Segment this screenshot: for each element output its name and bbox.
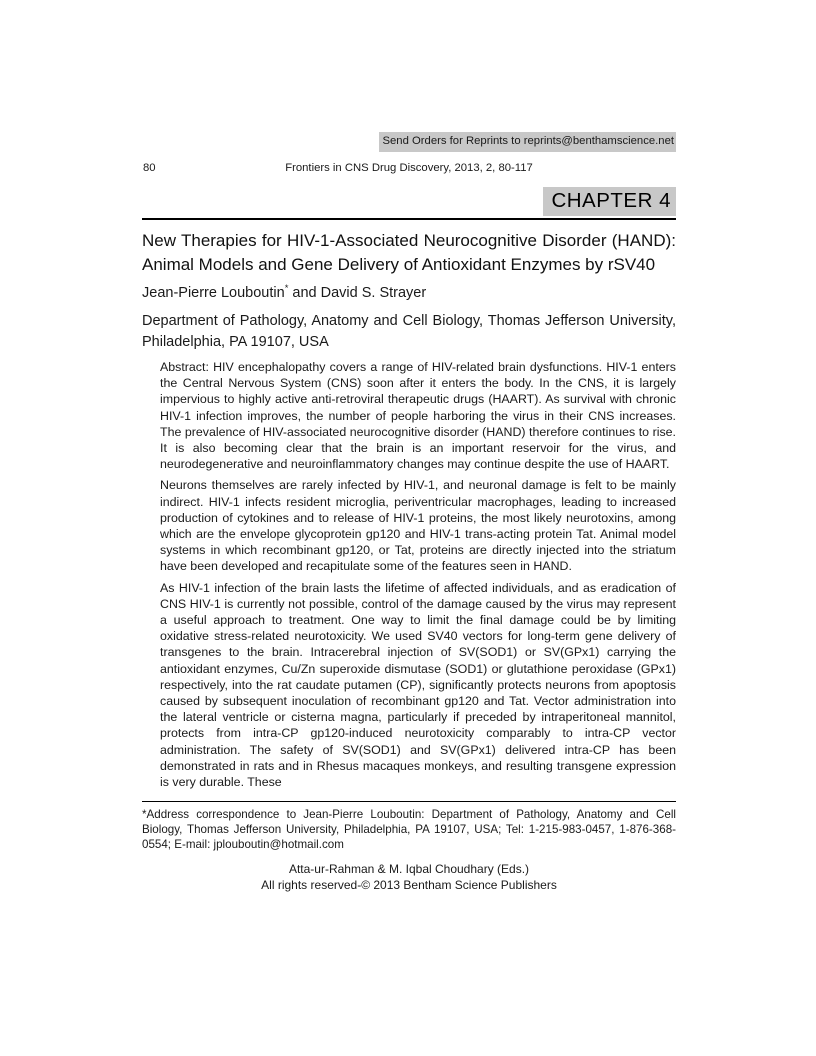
- copyright-line: All rights reserved-© 2013 Bentham Science Publishers: [261, 878, 557, 893]
- header-rule: [142, 218, 676, 220]
- reprint-banner-row: [142, 131, 676, 152]
- correspondence-asterisk: *: [284, 283, 289, 295]
- affiliation: Department of Pathology, Anatomy and Cell Biology, Thomas Jefferson University, Philadelphia, PA 19107, USA: [142, 313, 676, 350]
- chapter-row: [142, 187, 676, 216]
- chapter-badge: CHAPTER 4: [543, 187, 676, 216]
- authors-line: [142, 284, 676, 302]
- abstract-paragraph: As HIV-1 infection of the brain lasts the lifetime of affected individuals, and as eradication of CNS HIV-1 is currently not possible, control of the damage caused by the virus may represent a useful approach to treatment. One way to limit the final damage could be by limiting oxidative stress-related neurotoxicity. We used SV40 vectors for long-term gene delivery of transgenes to the brain. Intracerebral injection of SV(SOD1) or SV(GPx1) carrying the antioxidant enzymes, Cu/Zn superoxide dismutase (SOD1) or glutathione peroxidase (GPx1) respectively, into the rat caudate putamen (CP), significantly protects neurons from apoptosis caused by subsequent inoculation of recombinant gp120 and Tat. Vector administration into the lateral ventricle or cisterna magna, particularly if preceded by intraperitoneal mannitol, protects from intra-CP gp120-induced neurotoxicity comparably to intra-CP vector administration. The safety of SV(SOD1) and SV(GPx1) delivered intra-CP has been demonstrated in rats and in Rhesus macaques monkeys, and resulting transgene expression is very durable. These: [160, 580, 676, 790]
- author-name-primary: Jean-Pierre Louboutin: [142, 285, 285, 301]
- abstract-paragraph: Neurons themselves are rarely infected by HIV-1, and neuronal damage is felt to be mainly indirect. HIV-1 infects resident microglia, periventricular macrophages, leading to increased production of cytokines and to release of HIV-1 proteins, the most likely neurotoxins, among which are the envelope glycoprotein gp120 and HIV-1 trans-acting protein Tat. Animal model systems in which recombinant gp120, or Tat, proteins are directly injected into the striatum have been developed and recapitulate some of the features seen in HAND.: [160, 478, 676, 574]
- reprint-notice: Send Orders for Reprints to reprints@benthamscience.net: [379, 132, 676, 152]
- abstract-paragraph: Abstract: HIV encephalopathy covers a range of HIV-related brain dysfunctions. HIV-1 enters the Central Nervous System (CNS) soon after it enters the body. In the CNS, it is largely impervious to highly active anti-retroviral therapeutic drugs (HAART). As survival with chronic HIV-1 infection improves, the number of people harboring the virus in their CNS increases. The prevalence of HIV-associated neurocognitive disorder (HAND) therefore continues to rise. It is also becoming clear that the brain is an important reservoir for the virus, and neurodegenerative and neuroinflammatory changes may continue despite the use of HAART.: [160, 360, 676, 472]
- editors-line: Atta-ur-Rahman & M. Iqbal Choudhary (Eds.): [288, 862, 530, 877]
- page-number: 80: [143, 162, 156, 174]
- author-name-secondary: and David S. Strayer: [288, 285, 427, 301]
- correspondence-footnote: *Address correspondence to Jean-Pierre Louboutin: Department of Pathology, Anatomy and Cell Biology, Thomas Jefferson University, Philadelphia, PA 19107, USA; Tel: 1-215-983-0457, 1-876-368-0554; E-mail: jplouboutin@hotmail.com: [142, 808, 676, 852]
- page-content: [142, 131, 676, 893]
- footnote-divider: [142, 801, 676, 802]
- abstract-block: [160, 359, 676, 790]
- running-header: [142, 161, 676, 175]
- article-title: New Therapies for HIV-1-Associated Neurocognitive Disorder (HAND): Animal Models and Gene Delivery of Antioxidant Enzymes by rSV40: [142, 231, 676, 274]
- journal-title: Frontiers in CNS Drug Discovery, 2013, 2, 80-117: [285, 162, 533, 174]
- publisher-footer: [142, 861, 676, 893]
